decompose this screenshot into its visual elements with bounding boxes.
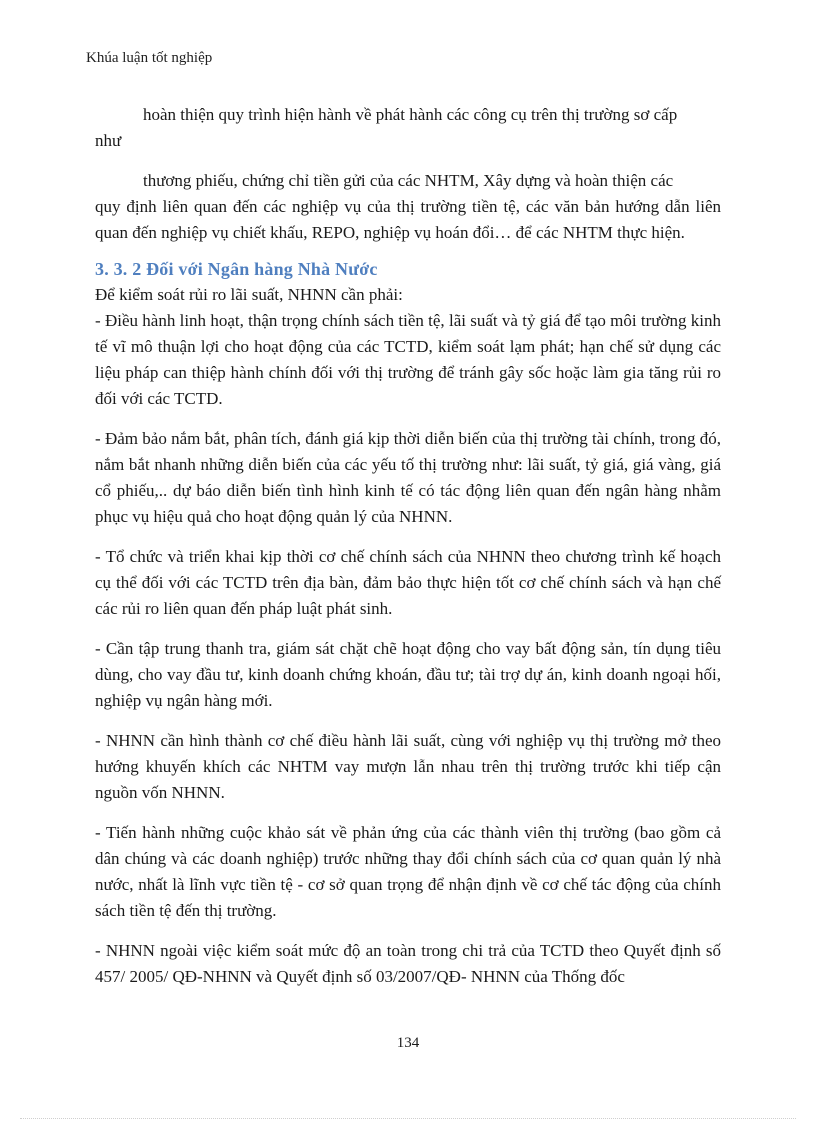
section-heading: 3. 3. 2 Đối với Ngân hàng Nhà Nước	[95, 259, 378, 279]
list-item: - Tổ chức và triển khai kịp thời cơ chế chính sách của NHNN theo chương trình kế hoạch cụ thể đối với các TCTD trên địa bàn, đảm bảo thực hiện tốt cơ chế chính sách và hạn chế các rủi ro liên quan đến pháp luật phát sinh.	[95, 547, 721, 618]
list-item: - Đảm bảo nắm bắt, phân tích, đánh giá kịp thời diễn biến của thị trường tài chính, trong đó, nắm bắt nhanh những diễn biến của các yếu tố thị trường như: lãi suất, tỷ giá, giá vàng, giá cổ phiếu,.. dự báo diễn biến tình hình kinh tế có tác động liên quan đến ngân hàng nhằm phục vụ hiệu quả cho hoạt động quản lý của NHNN.	[95, 429, 721, 526]
section-intro: Để kiểm soát rủi ro lãi suất, NHNN cần phải:	[95, 285, 403, 304]
list-item: - Tiến hành những cuộc khảo sát về phản ứng của các thành viên thị trường (bao gồm cả dân chúng và các doanh nghiệp) trước những thay đổi chính sách của cơ quan quản lý nhà nước, nhất là lĩnh vực tiền tệ - cơ sở quan trọng để nhận định về cơ chế tác động của chính sách tiền tệ đến thị trường.	[95, 823, 721, 920]
list-item: - Cần tập trung thanh tra, giám sát chặt chẽ hoạt động cho vay bất động sản, tín dụng tiêu dùng, cho vay đầu tư, kinh doanh chứng khoán, đầu tư; tài trợ dự án, kinh doanh ngoại hối, nghiệp vụ ngân hàng mới.	[95, 639, 721, 710]
running-header: Khúa luận tốt nghiệp	[86, 50, 213, 66]
page-number: 134	[396, 1035, 420, 1051]
paragraph: hoàn thiện quy trình hiện hành về phát hành các công cụ trên thị trường sơ cấp	[143, 105, 678, 124]
list-item: - Điều hành linh hoạt, thận trọng chính sách tiền tệ, lãi suất và tỷ giá để tạo môi trường kinh tế vĩ mô thuận lợi cho hoạt động của các TCTD, kiểm soát lạm phát; hạn chế sử dụng các liệu pháp can thiệp hành chính đối với thị trường để tránh gây sốc hoặc làm gia tăng rủi ro đối với các TCTD.	[95, 311, 721, 408]
paragraph: thương phiếu, chứng chỉ tiền gửi của các NHTM, Xây dựng và hoàn thiện các	[143, 171, 674, 190]
list-item: - NHNN ngoài việc kiểm soát mức độ an toàn trong chi trả của TCTD theo Quyết định số 457/ 2005/ QĐ-NHNN và Quyết định số 03/2007/QĐ- NHNN của Thống đốc	[95, 941, 721, 986]
list-item: - NHNN cần hình thành cơ chế điều hành lãi suất, cùng với nghiệp vụ thị trường mở theo hướng khuyến khích các NHTM vay mượn lẫn nhau trên thị trường trước khi tiếp cận nguồn vốn NHNN.	[95, 731, 721, 802]
document-body	[95, 102, 721, 990]
page-bottom-divider	[20, 1118, 796, 1119]
paragraph: như	[95, 131, 122, 150]
paragraph: quy định liên quan đến các nghiệp vụ của thị trường tiền tệ, các văn bản hướng dẫn liên quan đến nghiệp vụ chiết khấu, REPO, nghiệp vụ hoán đổi… để các NHTM thực hiện.	[95, 197, 721, 242]
